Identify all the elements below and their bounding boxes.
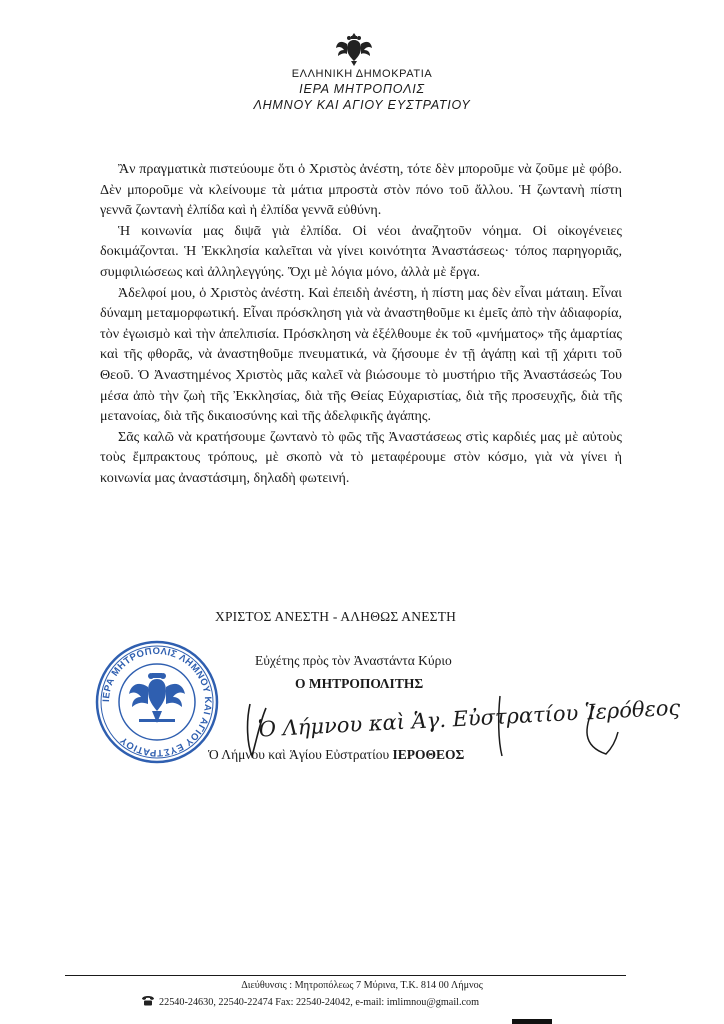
signature-name: ΙΕΡΟΘΕΟΣ <box>392 747 465 762</box>
footer-divider <box>65 975 626 976</box>
double-headed-eagle-icon <box>334 30 374 68</box>
header-diocese: ΛΗΜΝΟΥ ΚΑΙ ΑΓΙΟΥ ΕΥΣΤΡΑΤΙΟΥ <box>253 98 471 112</box>
paragraph: Ἡ κοινωνία μας διψᾶ γιὰ ἐλπίδα. Οἱ νέοι ἀναζητοῦν νόημα. Οἱ οἰκογένειες δοκιμάζονται. Ἡ Ἐκκλησία καλεῖται νὰ γίνει κοινότητα Ἀναστάσεως· τόπος παρηγοριᾶς, συμφιλιώσεως καὶ ἀλληλεγγύης. Ὄχι μὲ λόγια μόνο, ἀλλὰ μὲ ἔργα. <box>100 222 622 280</box>
letter-body <box>100 159 622 489</box>
scan-edge-mark <box>512 1019 552 1024</box>
telephone-icon <box>141 996 155 1006</box>
footer-contact <box>141 996 479 1008</box>
signature-title: Ο ΜΗΤΡΟΠΟΛΙΤΗΣ <box>295 676 424 691</box>
footer-address: Διεύθυνσις : Μητροπόλεως 7 Μύρινα, Τ.Κ. 814 00 Λήμνος <box>241 980 483 991</box>
header-metropolis: ΙΕΡΑ ΜΗΤΡΟΠΟΛΙΣ <box>299 82 425 96</box>
header-country: ΕΛΛΗΝΙΚΗ ΔΗΜΟΚΡΑΤΙΑ <box>291 68 433 80</box>
stamp-text: ΙΕΡΑ ΜΗΤΡΟΠΟΛΙΣ ΛΗΜΝΟΥ ΚΑΙ ΑΓΙΟΥ ΕΥΣΤΡΑΤΙΟΥ <box>100 645 214 759</box>
signature-see: Ὁ Λήμνου καὶ Ἁγίου Εὐστρατίου <box>208 747 390 762</box>
paragraph: Ἀδελφοί μου, ὁ Χριστὸς ἀνέστη. Καὶ ἐπειδὴ ἀνέστη, ἡ πίστη μας δὲν εἶναι μάταιη. Εἶναι δύναμη μεταμορφωτική. Εἶναι πρόσκληση γιὰ νὰ ἀναστηθοῦμε κι ἐμεῖς ἀπὸ τὴν ἀδιαφορία, τὸν ἐγωισμὸ καὶ τὴν ἀπελπισία. Πρόσκληση νὰ ἐξέλθουμε ἐκ τοῦ «μνήματος» τῆς ἁμαρτίας καὶ τῆς φθορᾶς, νὰ ἀναστηθοῦμε πνευματικά, νὰ ζήσουμε ἐν τῇ ἀγάπῃ καὶ τῇ χάριτι τοῦ Θεοῦ. Ὁ Ἀναστημένος Χριστὸς μᾶς καλεῖ νὰ βιώσουμε τὸ μυστήριο τῆς Ἀναστάσεώς Του μέσα ἀπὸ τὴν ζωὴ τῆς Ἐκκλησίας, διὰ τῆς Θείας Εὐχαριστίας, διὰ τῆς προσευχῆς, διὰ τῆς μετανοίας, διὰ τῆς δικαιοσύνης καὶ τῆς ἀδελφικῆς ἀγάπης. <box>100 284 622 425</box>
easter-greeting: ΧΡΙΣΤΟΣ ΑΝΕΣΤΗ - ΑΛΗΘΩΣ ΑΝΕΣΤΗ <box>215 609 457 624</box>
paragraph: Ἂν πραγματικὰ πιστεύουμε ὅτι ὁ Χριστὸς ἀνέστη, τότε δὲν μποροῦμε νὰ ζοῦμε μὲ φόβο. Δὲν μποροῦμε νὰ κλείνουμε τὰ μάτια μπροστὰ στὸν πόνο τοῦ ἄλλου. Ἡ ζωντανὴ πίστη γεννᾶ ζωντανὴ ἐλπίδα καὶ ἡ ἐλπίδα γεννᾶ εὐθύνη. <box>100 161 622 219</box>
signature-name-line <box>208 747 464 763</box>
footer-contact-text: 22540-24630, 22540-22474 Fax: 22540-24042, e-mail: imlimnou@gmail.com <box>159 997 480 1008</box>
signature-handwriting-text: Ὁ Λήμνου καὶ Ἁγ. Εὐστρατίου Ἱερόθεος <box>257 695 681 742</box>
signature-salutation: Εὐχέτης πρὸς τὸν Ἀναστάντα Κύριο <box>255 653 452 668</box>
metropolis-stamp <box>94 639 220 765</box>
paragraph: Σᾶς καλῶ νὰ κρατήσουμε ζωντανὸ τὸ φῶς τῆς Ἀναστάσεως στὶς καρδιές μας μὲ αὐτοὺς τοὺς ἔμπρακτους τρόπους, μὲ σκοπὸ νὰ τὸ μεταφέρουμε στὸν κόσμο, γιὰ νὰ γίνει ἡ κοινωνία μας ἀναστάσιμη, δηλαδὴ φωτεινή. <box>100 428 622 486</box>
